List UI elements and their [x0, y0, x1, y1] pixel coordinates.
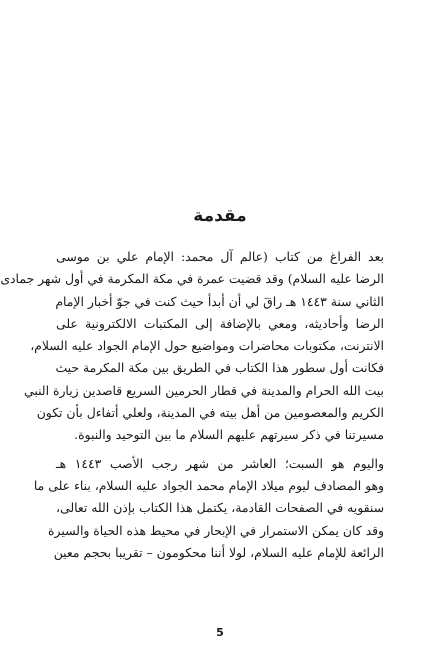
- text-line: الكريم والمعصومين من أهل بيته في المدينة، ولعلي أتفاءل بأن تكون: [36, 405, 384, 421]
- text-line: سنقويه في الصفحات القادمة، يكتمل هذا الكتاب بإذن الله تعالى،: [56, 500, 384, 516]
- text-line: فكانت أول سطور هذا الكتاب في الطريق بين مكة المكرمة حيث: [55, 360, 384, 376]
- text-line: بيت الله الحرام والمدينة في قطار الحرمين السريع قاصدين زيارة النبي: [24, 382, 384, 398]
- body-text: [0, 246, 384, 564]
- text-line: الرضا عليه السلام) وقد قضيت عمرة في مكة المكرمة في أول شهر جمادى: [0, 271, 384, 287]
- text-line: الرائعة للإمام عليه السلام، لولا أننا محكومون – تقريبا بحجم معين: [53, 544, 384, 560]
- page-heading: مقدمة: [193, 206, 247, 226]
- text-line: وهو المصادف ليوم ميلاد الإمام محمد الجواد عليه السلام، بناء على ما: [33, 477, 384, 493]
- text-line: الرضا وأحاديثه، ومعي بالإضافة إلى المكتبات الالكترونية على: [56, 315, 384, 331]
- page-number: 5: [216, 626, 224, 639]
- paragraph-1: [0, 246, 384, 447]
- text-line: مسيرتنا في ذكر سيرتهم عليهم السلام ما بين التوحيد والنبوة.: [74, 427, 384, 443]
- text-line: الثاني سنة ١٤٤٣ هـ راقَ لي أن أبدأ حيث كنت في جوّ أخبار الإمام: [55, 293, 384, 309]
- text-line: واليوم هو السبت؛ العاشر من شهر رجب الأصب ١٤٤٣ هـ: [56, 455, 384, 471]
- text-line: الانترنت، مكتوبات محاضرات ومواضيع حول الإمام الجواد عليه السلام،: [30, 338, 384, 354]
- text-line: وقد كان يمكن الاستمرار في الإبحار في محيط هذه الحياة والسيرة: [48, 522, 384, 538]
- text-line: بعد الفراغ من كتاب (عالم آل محمد: الإمام علي بن موسى: [56, 249, 384, 264]
- paragraph-2: [33, 453, 384, 564]
